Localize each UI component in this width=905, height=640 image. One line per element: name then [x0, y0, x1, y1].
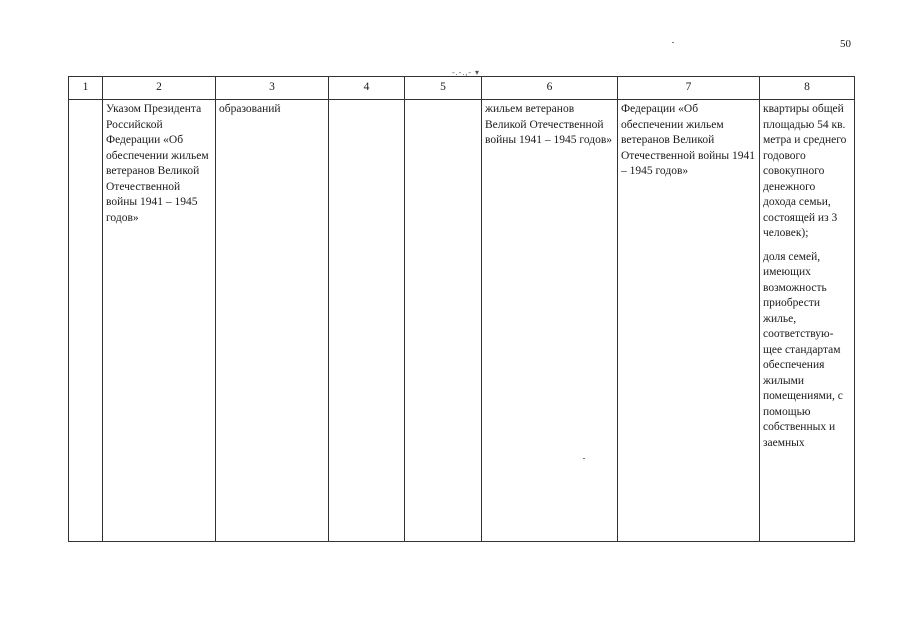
cell-col8-paragraph-1: квартиры общей площадью 54 кв. метра и среднего годового совокупного денежного дохода семьи, состоящей из 3 человек); — [763, 103, 847, 239]
cell-col1 — [69, 100, 103, 542]
column-header-5: 5 — [405, 77, 482, 100]
cell-col5 — [405, 100, 482, 542]
column-header-6: 6 — [482, 77, 618, 100]
column-header-7: 7 — [618, 77, 760, 100]
cell-col4 — [329, 100, 405, 542]
cell-col3: образований — [216, 100, 329, 542]
table-row — [69, 100, 855, 542]
column-header-8: 8 — [760, 77, 855, 100]
scan-mark: -.-.,- ▾ — [452, 68, 481, 77]
cell-col8 — [760, 100, 855, 542]
column-header-4: 4 — [329, 77, 405, 100]
scan-dot — [672, 42, 674, 43]
cell-col2: Указом Президента Российской Федерации «Об обеспечении жильем ветеранов Великой Отечественной войны 1941 – 1945 годов» — [103, 100, 216, 542]
column-header-1: 1 — [69, 77, 103, 100]
header-row — [69, 77, 855, 100]
cell-col6: жильем ветеранов Великой Отечественной войны 1941 – 1945 годов» — [482, 100, 618, 542]
document-table — [68, 76, 855, 542]
page-number: 50 — [840, 38, 851, 50]
cell-col7: Федерации «Об обеспечении жильем ветеранов Великой Отечественной войны 1941 – 1945 годов» — [618, 100, 760, 542]
cell-col8-paragraph-2: доля семей, имеющих возможность приобрести жилье, соответствую-щее стандартам обеспечения жилыми помещениями, с помощью собственных и заемных — [763, 250, 843, 449]
column-header-3: 3 — [216, 77, 329, 100]
column-header-2: 2 — [103, 77, 216, 100]
